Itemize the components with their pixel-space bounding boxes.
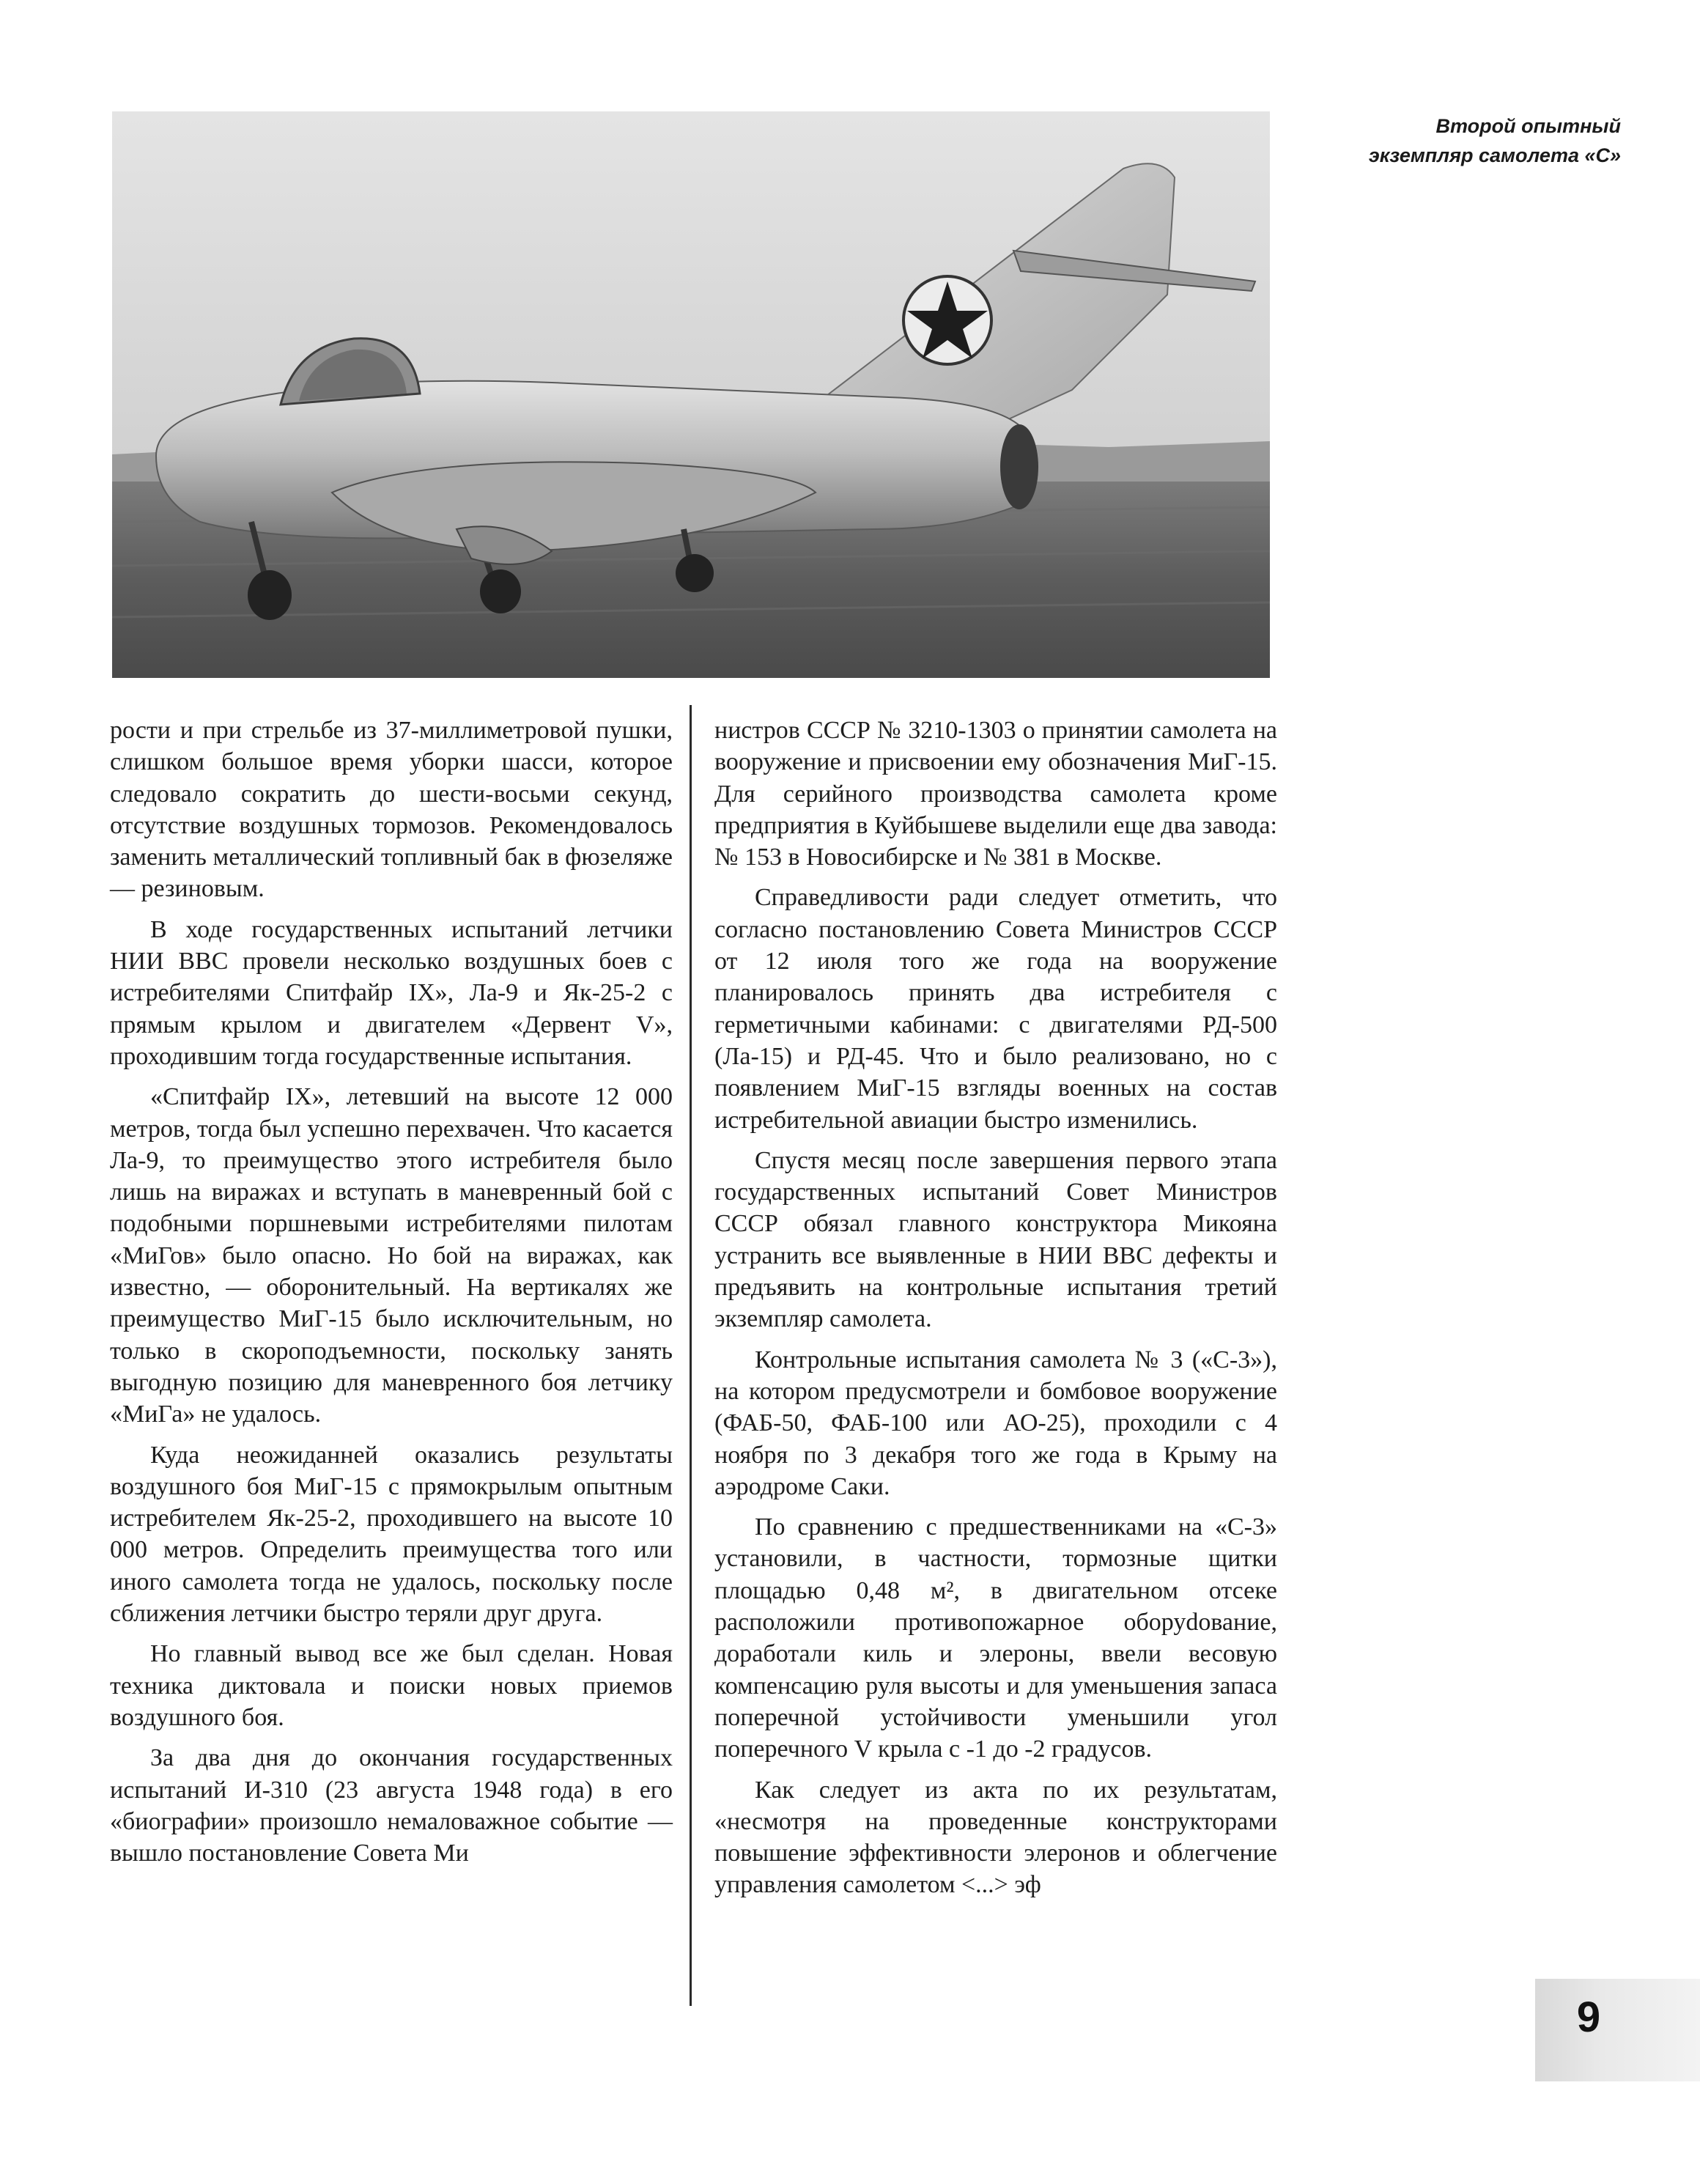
paragraph: нистров СССР № 3210-1303 о принятии самолета на вооружение и присвоении ему обозначения МиГ-15. Для серийного производства самолета кроме предприятия в Куйбышеве выделили еще два завода: № 153 в Новосибирске и № 381 в Москве. [714,717,1277,871]
paragraph: Но главный вывод все же был сделан. Новая техника диктовала и поиски новых приемов воздушного боя. [110,1640,673,1731]
column-divider [690,705,692,2006]
aircraft-photo-icon [112,111,1270,678]
aircraft-photo [112,111,1270,678]
right-column [714,715,1277,1901]
paragraph: Спустя месяц после завершения первого этапа государственных испытаний Совет Министров СССР обязал главного конструктора Микояна устранить все выявленные в НИИ ВВС дефекты и предъявить на контрольные испытания третий экземпляр самолета. [714,1146,1277,1333]
paragraph: Как следует из акта по их результатам, «несмотря на проведенные конструкторами повышение эффективности элеронов и облегчение управления самолетом <...> эф [714,1776,1277,1899]
paragraph: По сравнению с предшественниками на «С-3» установили, в частности, тормозные щитки площадью 0,48 м², в двигательном отсеке расположили противопожарное оборуdование, доработали киль и элероны, ввели весовую компенсацию руля высоты и для уменьшения запаса поперечной устойчивости уменьшили угол поперечного V крыла с -1 до -2 градусов. [714,1513,1277,1763]
page-number: 9 [1576,1993,1601,2041]
caption-line-2: экземпляр самолета «С» [1368,144,1621,166]
paragraph: рости и при стрельбе из 37-миллиметровой пушки, слишком большое время уборки шасси, которое следовало сократить до шести-восьми секунд, отсутствие воздушных тормозов. Рекомендовалось заменить металлический топливный бак в фюзеляже — резиновым. [110,717,673,903]
paragraph: Справедливости ради следует отметить, что согласно постановлению Совета Министров СССР от 12 июля того же года на вооружение планировалось принять два истребителя с герметичными кабинами: с двигателями РД-500 (Ла-15) и РД-45. Что и было реализовано, но с появлением МиГ-15 взгляды военных на состав истребительной авиации быстро изменились. [714,884,1277,1134]
paragraph: Куда неожиданней оказались результаты воздушного боя МиГ-15 с прямокрылым опытным истребителем Як-25-2, проходившего на высоте 10 000 метров. Определить преимущества того или иного самолета тогда не удалось, поскольку после сближения летчики быстро теряли друг друга. [110,1441,673,1628]
caption-line-1: Второй опытный [1435,115,1621,137]
left-column [110,715,673,1869]
photo-caption [1284,111,1621,170]
paragraph: «Спитфайр IX», летевший на высоте 12 000 метров, тогда был успешно перехвачен. Что касается Ла-9, то преимущество этого истребителя было лишь на виражах и вступать в маневренный бой с подобными поршневыми истребителями пилотам «МиГов» было опасно. Но бой на виражах, как известно, — оборонительный. На вертикалях же преимущество МиГ-15 было исключительным, но только в скороподъемности, поскольку занять выгодную позицию для маневренного боя летчику «МиГа» не удалось. [110,1083,673,1428]
paragraph: За два дня до окончания государственных испытаний И-310 (23 августа 1948 года) в его «биографии» произошло немаловажное событие — вышло постановление Совета Ми [110,1744,673,1867]
paragraph: В ходе государственных испытаний летчики НИИ ВВС провели несколько воздушных боев с истребителями Спитфайр IX», Ла-9 и Як-25-2 с прямым крылом и двигателем «Дервент V», проходившим тогда государственные испытания. [110,915,673,1070]
paragraph: Контрольные испытания самолета № 3 («С-3»), на котором предусмотрели и бомбовое вооружение (ФАБ-50, ФАБ-100 или АО-25), проходили с 4 ноября по 3 декабря того же года в Крыму на аэродроме Саки. [714,1346,1277,1500]
